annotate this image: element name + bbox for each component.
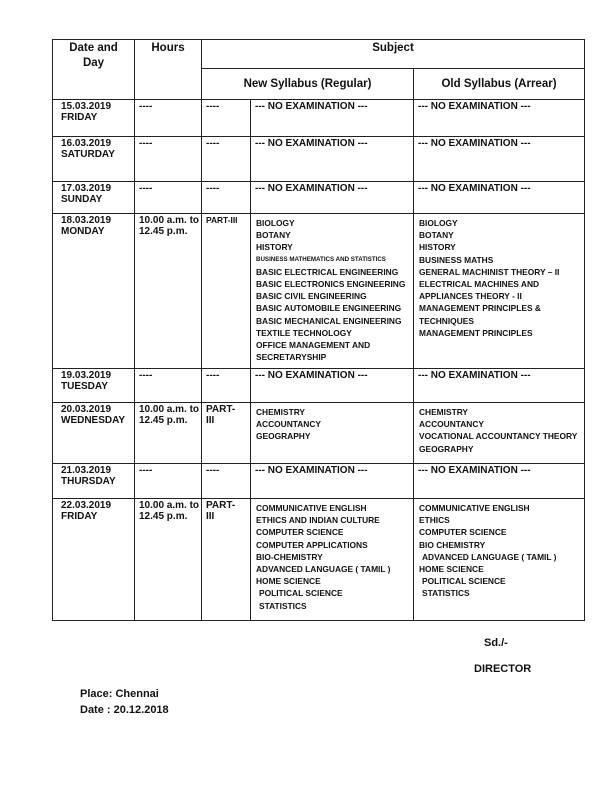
footer-place: Place: Chennai	[80, 688, 159, 700]
subject-item: BOTANY	[419, 230, 454, 241]
subjects-old	[414, 403, 585, 464]
exam-date-cell	[53, 100, 135, 137]
subject-item: BASIC MECHANICAL ENGINEERING	[256, 315, 402, 326]
exam-day: TUESDAY	[61, 381, 108, 392]
subjects-old: --- NO EXAMINATION ---	[414, 137, 585, 182]
subject-item: MANAGEMENT PRINCIPLES	[419, 327, 533, 338]
subject-item: ACCOUNTANCY	[256, 419, 321, 430]
subjects-new	[251, 214, 414, 369]
subject-item: SECRETARYSHIP	[256, 352, 327, 363]
header-date-line2: Day	[82, 57, 105, 69]
exam-part-line: III	[206, 511, 215, 522]
subject-item: GEOGRAPHY	[256, 431, 311, 442]
exam-hours-line: 12.45 p.m.	[139, 415, 188, 426]
exam-hours	[135, 403, 202, 464]
subject-item: STATISTICS	[259, 600, 307, 611]
subject-item: COMPUTER SCIENCE	[419, 527, 507, 538]
exam-hours-line: 10.00 a.m. to	[139, 500, 200, 511]
subject-item: TEXTILE TECHNOLOGY	[256, 327, 352, 338]
subject-item: BOTANY	[256, 230, 291, 241]
signature-sd: Sd./-	[484, 637, 508, 649]
exam-hours: ----	[135, 182, 202, 214]
subject-item: VOCATIONAL ACCOUNTANCY THEORY	[419, 431, 578, 442]
exam-day: THURSDAY	[61, 476, 116, 487]
subject-item: GENERAL MACHINIST THEORY – II	[419, 266, 560, 277]
subject-item: ADVANCED LANGUAGE ( TAMIL )	[422, 551, 557, 562]
subjects-old: --- NO EXAMINATION ---	[414, 464, 585, 499]
subject-item: STATISTICS	[422, 588, 470, 599]
exam-hours: ----	[135, 100, 202, 137]
header-hours: Hours	[135, 40, 202, 100]
exam-part	[202, 499, 251, 621]
table-row	[53, 137, 585, 182]
exam-hours: ----	[135, 137, 202, 182]
exam-hours-line: 12.45 p.m.	[139, 226, 188, 237]
exam-date-cell	[53, 137, 135, 182]
subject-item: BUSINESS MATHS	[419, 254, 494, 265]
exam-date-cell	[53, 403, 135, 464]
subject-item: HISTORY	[256, 242, 293, 253]
exam-timetable	[52, 39, 585, 621]
subject-item: ACCOUNTANCY	[419, 419, 484, 430]
subject-item: BASIC ELECTRONICS ENGINEERING	[256, 279, 406, 290]
exam-part	[202, 214, 251, 369]
exam-part: ----	[202, 369, 251, 403]
subject-item: HOME SCIENCE	[419, 564, 484, 575]
exam-day: WEDNESDAY	[61, 415, 126, 426]
exam-hours: ----	[135, 369, 202, 403]
exam-part: ----	[202, 182, 251, 214]
subject-item: COMMUNICATIVE ENGLISH	[256, 503, 367, 513]
subject-item: BIO CHEMISTRY	[419, 539, 486, 550]
exam-part-line: PART-	[206, 404, 236, 415]
exam-part: ----	[202, 100, 251, 137]
subject-item: POLITICAL SCIENCE	[422, 576, 506, 587]
header-new-syllabus: New Syllabus (Regular)	[202, 69, 414, 100]
header-date-day	[53, 40, 135, 100]
subjects-old	[414, 499, 585, 621]
subjects-old: --- NO EXAMINATION ---	[414, 369, 585, 403]
exam-part: ----	[202, 137, 251, 182]
subject-item: BIOLOGY	[419, 218, 458, 228]
exam-part: ----	[202, 464, 251, 499]
subjects-old: --- NO EXAMINATION ---	[414, 100, 585, 137]
subject-item: COMPUTER APPLICATIONS	[256, 539, 368, 550]
subject-item: OFFICE MANAGEMENT AND	[256, 340, 371, 351]
exam-day: MONDAY	[61, 226, 105, 237]
subject-item: BUSINESS MATHEMATICS AND STATISTICS	[256, 255, 386, 263]
exam-date-cell	[53, 369, 135, 403]
subject-item: GEOGRAPHY	[419, 443, 474, 454]
exam-date-cell	[53, 464, 135, 499]
table-row	[53, 499, 585, 621]
exam-day: FRIDAY	[61, 511, 98, 522]
subject-item: BIOLOGY	[256, 218, 295, 228]
subject-item: TECHNIQUES	[419, 315, 474, 326]
subject-item: BASIC CIVIL ENGINEERING	[256, 291, 367, 302]
subject-item: HISTORY	[419, 242, 456, 253]
exam-hours	[135, 214, 202, 369]
subjects-new: --- NO EXAMINATION ---	[251, 182, 414, 214]
subject-item: BASIC ELECTRICAL ENGINEERING	[256, 266, 399, 277]
table-row	[53, 369, 585, 403]
exam-hours-line: 10.00 a.m. to	[139, 404, 200, 415]
exam-day: SUNDAY	[61, 194, 103, 205]
subject-item: ELECTRICAL MACHINES AND	[419, 279, 540, 290]
subject-item: APPLIANCES THEORY - II	[419, 291, 522, 302]
subject-item: COMPUTER SCIENCE	[256, 527, 344, 538]
signature-title: DIRECTOR	[474, 663, 532, 675]
exam-hours	[135, 499, 202, 621]
subject-item: COMMUNICATIVE ENGLISH	[419, 503, 530, 513]
exam-day: SATURDAY	[61, 149, 115, 160]
exam-date: 20.03.2019	[61, 404, 112, 415]
exam-part-line: PART-	[206, 500, 236, 511]
subject-item: CHEMISTRY	[256, 407, 306, 417]
table-row	[53, 182, 585, 214]
exam-hours-line: 12.45 p.m.	[139, 511, 188, 522]
subjects-new	[251, 499, 414, 621]
subject-item: BASIC AUTOMOBILE ENGINEERING	[256, 303, 402, 314]
exam-date: 15.03.2019	[61, 101, 112, 112]
subject-item: ADVANCED LANGUAGE ( TAMIL )	[256, 564, 391, 575]
header-old-syllabus: Old Syllabus (Arrear)	[414, 69, 585, 100]
subjects-old: --- NO EXAMINATION ---	[414, 182, 585, 214]
exam-date: 17.03.2019	[61, 183, 112, 194]
timetable-body	[53, 100, 585, 621]
exam-date-cell	[53, 214, 135, 369]
subjects-new: --- NO EXAMINATION ---	[251, 100, 414, 137]
footer-date: Date : 20.12.2018	[80, 704, 169, 716]
exam-date: 22.03.2019	[61, 500, 112, 511]
subject-item: POLITICAL SCIENCE	[259, 588, 343, 599]
subject-item: HOME SCIENCE	[256, 576, 321, 587]
exam-date: 21.03.2019	[61, 465, 112, 476]
exam-date: 16.03.2019	[61, 138, 112, 149]
subjects-new: --- NO EXAMINATION ---	[251, 137, 414, 182]
subject-item: MANAGEMENT PRINCIPLES &	[419, 303, 541, 314]
exam-date-cell	[53, 182, 135, 214]
subject-item: ETHICS	[419, 515, 450, 526]
table-row	[53, 100, 585, 137]
table-row	[53, 464, 585, 499]
table-row	[53, 403, 585, 464]
exam-day: FRIDAY	[61, 112, 98, 123]
subjects-new: --- NO EXAMINATION ---	[251, 369, 414, 403]
subject-item: ETHICS AND INDIAN CULTURE	[256, 515, 380, 526]
exam-date: 19.03.2019	[61, 370, 112, 381]
exam-part-line: PART-III	[206, 215, 238, 225]
header-subject: Subject	[202, 40, 585, 69]
subject-item: CHEMISTRY	[419, 407, 469, 417]
header-date-line1: Date and	[69, 42, 118, 54]
exam-date: 18.03.2019	[61, 215, 112, 226]
subjects-new: --- NO EXAMINATION ---	[251, 464, 414, 499]
subject-item: BIO-CHEMISTRY	[256, 551, 323, 562]
exam-part	[202, 403, 251, 464]
exam-hours-line: 10.00 a.m. to	[139, 215, 200, 226]
subjects-old	[414, 214, 585, 369]
exam-date-cell	[53, 499, 135, 621]
exam-part-line: III	[206, 415, 215, 426]
exam-hours: ----	[135, 464, 202, 499]
table-row	[53, 214, 585, 369]
subjects-new	[251, 403, 414, 464]
